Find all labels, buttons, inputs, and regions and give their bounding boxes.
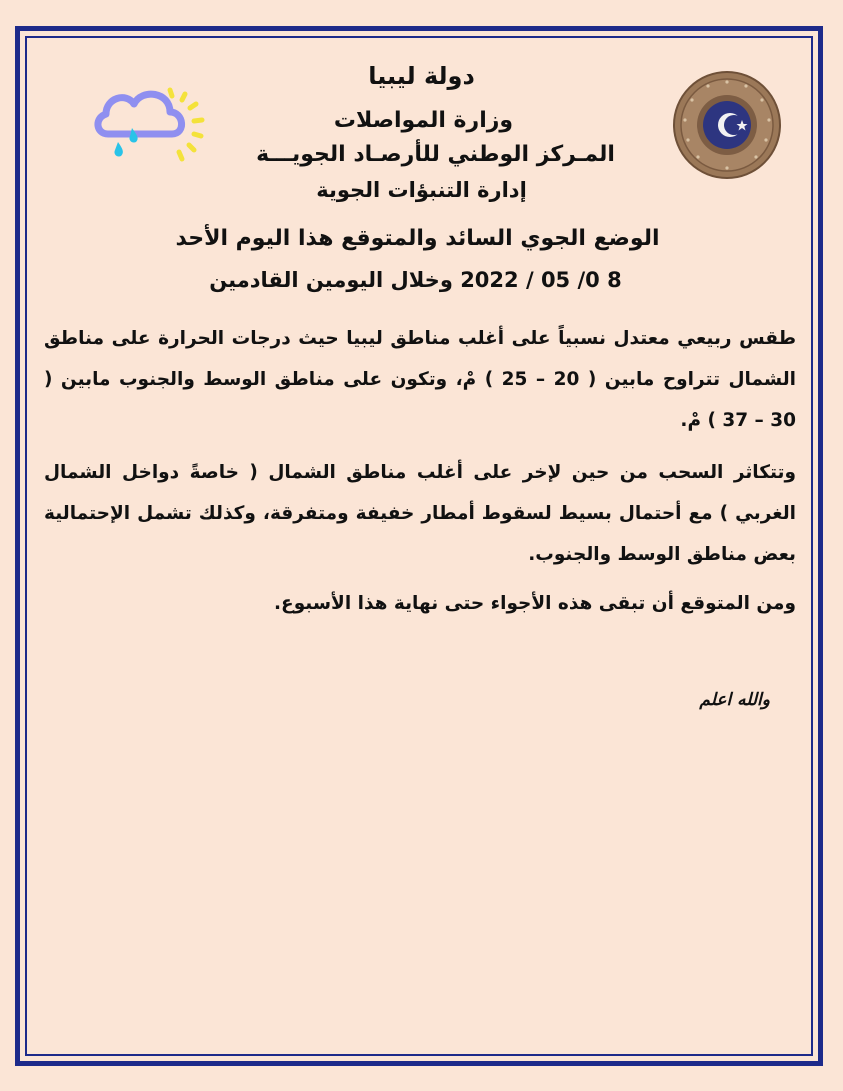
country-name: دولة ليبيا bbox=[368, 62, 475, 90]
forecast-title: الوضع الجوي السائد والمتوقع هذا اليوم الأحد bbox=[175, 226, 660, 251]
forecast-paragraph-clouds: وتتكاثر السحب من حين لإخر على أغلب مناطق الشمال ( خاصةً دواخل الشمال الغربي ) مع أحتمال بسيط لسقوط أمطار خفيفة ومتفرقة، وكذلك تشمل الإحتمالية بعض مناطق الوسط والجنوب. bbox=[44, 462, 796, 565]
center-name: المـركز الوطني للأرصـاد الجويـــة bbox=[256, 142, 615, 167]
closing-phrase: والله اعلم bbox=[699, 690, 770, 710]
forecast-date: 8 0/ 05 / 2022 وخلال اليومين القادمين bbox=[209, 268, 622, 292]
forecast-paragraph-temperature: طقس ربيعي معتدل نسبياً على أغلب مناطق ليبيا حيث درجات الحرارة على مناطق الشمال تتراوح مابين ( 20 – 25 ) مْ، وتكون على مناطق الوسط والجنوب مابين ( 30 – 37 ) مْ. bbox=[44, 328, 797, 431]
forecast-paragraph-outlook: ومن المتوقع أن تبقى هذه الأجواء حتى نهاية هذا الأسبوع. bbox=[274, 593, 796, 614]
ministry-name: وزارة المواصلات bbox=[333, 108, 514, 133]
department-name: إدارة التنبؤات الجوية bbox=[316, 178, 527, 202]
